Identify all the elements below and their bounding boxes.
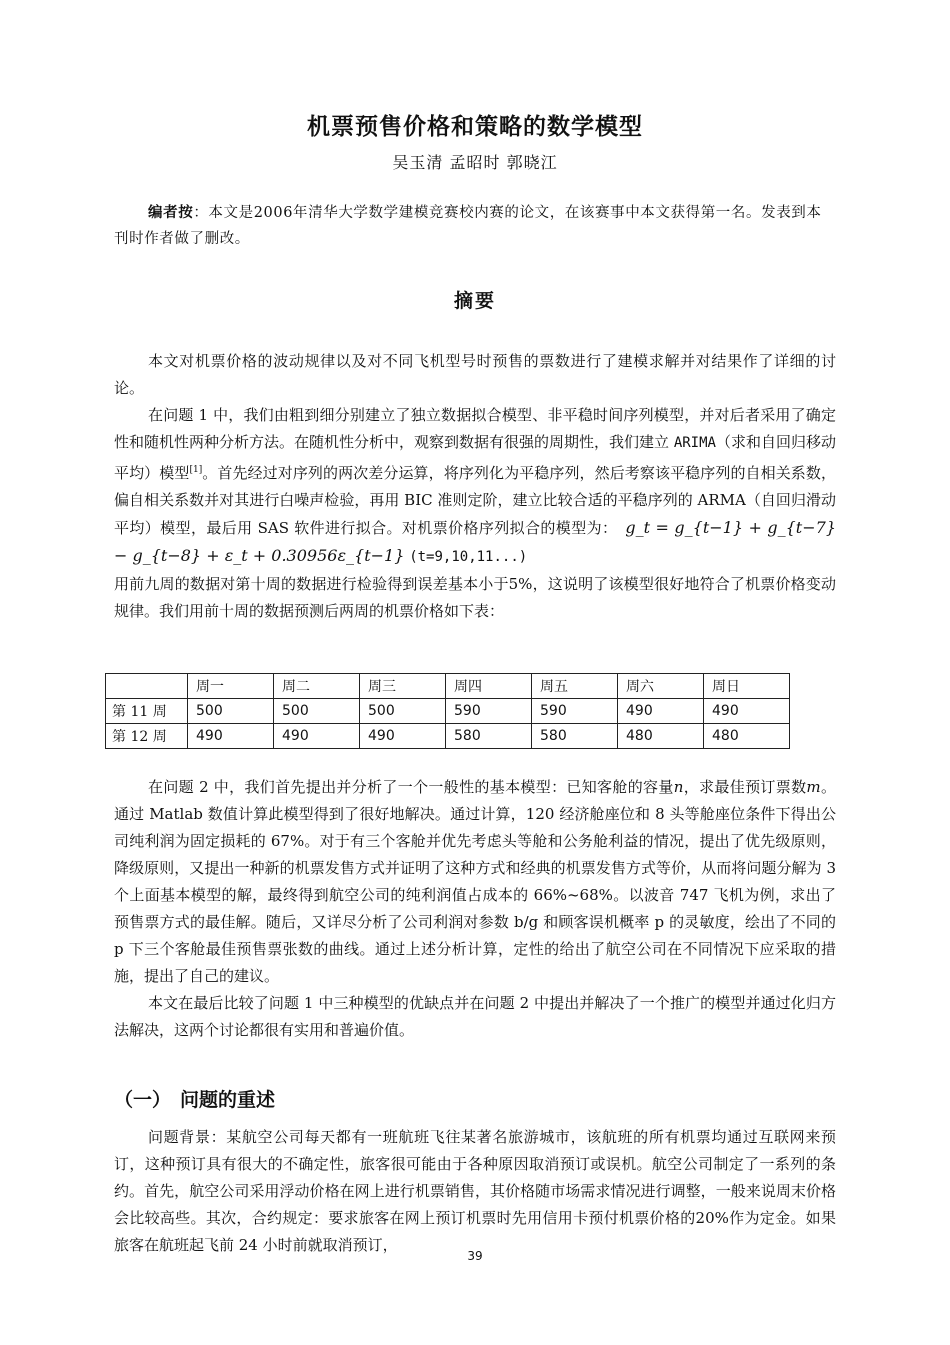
problem2-text-b: ，求最佳预订票数 <box>683 778 807 796</box>
table-cell: 490 <box>704 699 790 724</box>
table-header-cell: 周二 <box>274 674 360 699</box>
section-heading <box>114 1085 275 1112</box>
table-header-cell <box>106 674 188 699</box>
problem2-text-c: 。通过 Matlab 数值计算此模型得到了很好地解决。通过计算，120 经济舱座位和 8 头等舱座位条件下得出公司纯利润为固定损耗的 67%。对于有三个客舱并优先考虑头等舱和公务舱利益的情况，提出了优先级原则，降级原则，又提出一种新的机票发售方式并证明了这种方式和经典的机票发售方式等价，从而将问题分解为 3 个上面基本模型的解，最终得到航空公司的纯利润值占成本的 66%~68%。以波音 747 飞机为例，求出了预售票方式的最佳解。随后，又详尽分析了公司利润对参数 b/g 和顾客误机概率 p 的灵敏度，绘出了不同的 p 下三个客舱最佳预售票张数的曲线。通过上述分析计算，定性的给出了航空公司在不同情况下应采取的措施，提出了自己的建议。 <box>114 778 836 985</box>
editor-note-text: ：本文是2006年清华大学数学建模竞赛校内赛的论文，在该赛事中本文获得第一名。发表到本刊时作者做了删改。 <box>114 205 822 247</box>
table-cell: 第 11 周 <box>106 699 188 724</box>
table-cell: 480 <box>704 724 790 749</box>
arima-term: ARIMA <box>673 435 716 451</box>
table-header-cell: 周四 <box>446 674 532 699</box>
editor-note-label: 编者按 <box>148 205 194 221</box>
table-cell: 580 <box>446 724 532 749</box>
table-header-cell: 周六 <box>618 674 704 699</box>
abstract-paragraph-1: 本文对机票价格的波动规律以及对不同飞机型号时预售的票数进行了建模求解并对结果作了详细的讨论。 <box>114 352 836 397</box>
table-cell: 500 <box>360 699 446 724</box>
editor-note <box>114 200 836 252</box>
table-header-cell: 周五 <box>532 674 618 699</box>
problem2-body <box>114 774 836 1044</box>
abstract-p2-text-b: （求和自回归移动平均）模型 <box>114 433 836 482</box>
table-header-row <box>106 674 790 699</box>
abstract-paragraph-2-cont: 用前九周的数据对第十周的数据进行检验得到误差基本小于5%，这说明了该模型很好地符合了机票价格变动规律。我们用前十周的数据预测后两周的机票价格如下表： <box>114 575 836 620</box>
table-row <box>106 699 790 724</box>
paper-authors: 吴玉清 孟昭时 郭晓江 <box>392 153 558 172</box>
table-cell: 第 12 周 <box>106 724 188 749</box>
table-cell: 490 <box>188 724 274 749</box>
price-forecast-table <box>105 673 790 749</box>
formula-condition: (t=9,10,11...) <box>409 549 528 565</box>
table-header-cell: 周日 <box>704 674 790 699</box>
section1-body <box>114 1124 836 1259</box>
table-cell: 500 <box>188 699 274 724</box>
citation-ref: [1] <box>189 465 203 475</box>
problem2-text-a: 在问题 2 中，我们首先提出并分析了一个一般性的基本模型：已知客舱的容量 <box>148 778 674 796</box>
variable-n: n <box>673 778 684 796</box>
conclusion-paragraph: 本文在最后比较了问题 1 中三种模型的优缺点并在问题 2 中提出并解决了一个推广的模型并通过化归方法解决，这两个讨论都很有实用和普遍价值。 <box>114 994 836 1039</box>
page-number: 39 <box>467 1249 483 1263</box>
table-header-cell: 周三 <box>360 674 446 699</box>
table-row <box>106 724 790 749</box>
section-title: 问题的重述 <box>180 1089 276 1111</box>
paper-title: 机票预售价格和策略的数学模型 <box>307 114 643 140</box>
table-cell: 590 <box>532 699 618 724</box>
abstract-body <box>114 348 836 625</box>
table-cell: 500 <box>274 699 360 724</box>
table-cell: 490 <box>360 724 446 749</box>
table-header-cell: 周一 <box>188 674 274 699</box>
arima-formula: g_t = g_{t−1} + g_{t−7} − g_{t−8} + ε_t + 0.30956ε_{t−1} <box>114 518 836 565</box>
table-cell: 590 <box>446 699 532 724</box>
problem2-paragraph <box>114 774 836 990</box>
abstract-p2-text-a: 在问题 1 中，我们由粗到细分别建立了独立数据拟合模型、非平稳时间序列模型，并对后者采用了确定性和随机性两种分析方法。在随机性分析中，观察到数据有很强的周期性，我们建立 <box>114 406 836 451</box>
section1-paragraph: 问题背景：某航空公司每天都有一班航班飞往某著名旅游城市，该航班的所有机票均通过互联网来预订，这种预订具有很大的不确定性，旅客很可能由于各种原因取消预订或误机。航空公司制定了一系列的条约。首先，航空公司采用浮动价格在网上进行机票销售，其价格随市场需求情况进行调整，一般来说周末价格会比较高些。其次，合约规定：要求旅客在网上预订机票时先用信用卡预付机票价格的20%作为定金。如果旅客在航班起飞前 24 小时前就取消预订， <box>114 1128 836 1254</box>
abstract-heading: 摘要 <box>453 290 496 312</box>
abstract-paragraph-2 <box>114 402 836 571</box>
table-cell: 580 <box>532 724 618 749</box>
abstract-p2-text-c: 。首先经过对序列的两次差分运算，将序列化为平稳序列，然后考察该平稳序列的自相关系数，偏自相关系数并对其进行白噪声检验，再用 BIC 准则定阶，建立比较合适的平稳序列的 ARMA（自回归滑动平均）模型，最后用 SAS 软件进行拟合。对机票价格序列拟合的模型为： <box>114 464 836 537</box>
section-number: （一） <box>114 1089 172 1111</box>
table-cell: 490 <box>618 699 704 724</box>
variable-m: m <box>806 778 821 796</box>
table-cell: 480 <box>618 724 704 749</box>
table-cell: 490 <box>274 724 360 749</box>
